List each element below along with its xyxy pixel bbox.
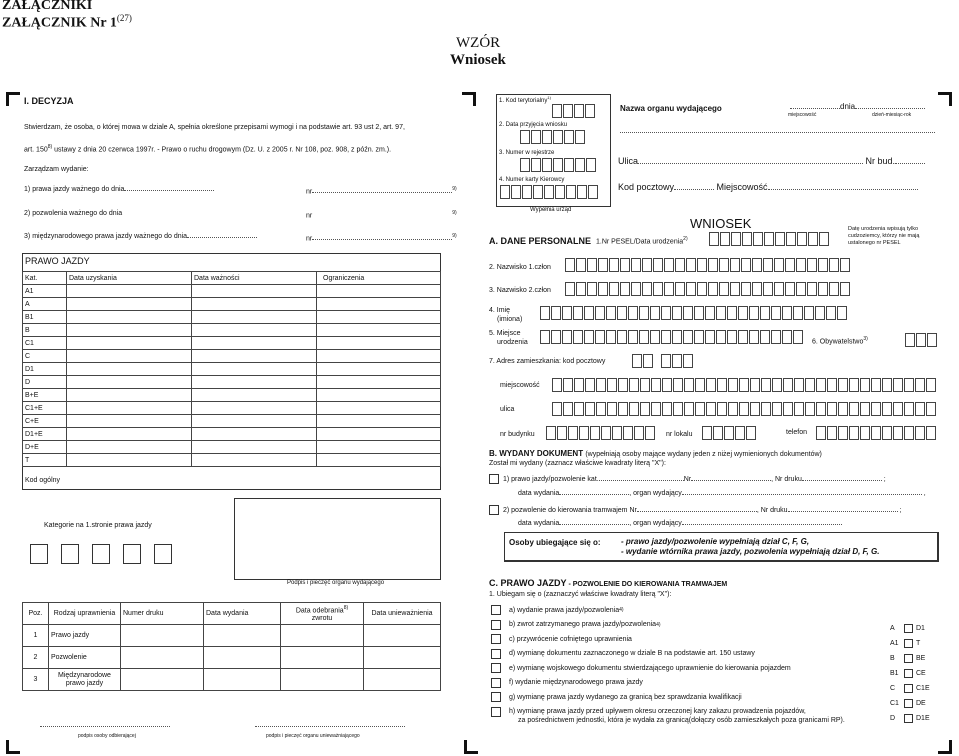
table-row (23, 376, 441, 389)
table-cell[interactable] (67, 441, 192, 454)
table-cell[interactable] (67, 337, 192, 350)
kod-ogolny-label: Kod ogólny (25, 477, 61, 484)
category-box[interactable] (30, 544, 48, 564)
table-row (23, 441, 441, 454)
c-option[interactable] (491, 603, 806, 618)
col-header: Rodzaj uprawnienia (49, 603, 121, 625)
col-header: Data ważności (192, 272, 317, 285)
col-header: Data unieważnienia (364, 603, 441, 625)
table-cell: 1 (23, 625, 49, 647)
wypelnia-label: Wypełnia urząd (530, 207, 572, 213)
pesel-label: 1.Nr PESEL/Data urodzenia$^{2)}$ (596, 236, 688, 246)
wniosek-title: WNIOSEK (690, 216, 752, 231)
table-cell[interactable] (317, 389, 441, 402)
table-row (23, 285, 441, 298)
code-label: 4. Numer karty Kierowcy (499, 177, 565, 183)
table-cell[interactable] (192, 376, 317, 389)
imie-cells[interactable] (540, 306, 848, 320)
wniosek-heading: Wniosek (450, 52, 506, 68)
imiona-label: (imiona) (497, 316, 523, 323)
kat-cell: D+E (23, 441, 67, 454)
table-cell[interactable] (192, 389, 317, 402)
code-label: 3. Numer w rejestrze (499, 150, 555, 156)
table-cell[interactable] (317, 415, 441, 428)
category-label: T (916, 640, 921, 647)
category-row (890, 681, 930, 696)
table-row (23, 324, 441, 337)
table-cell[interactable] (67, 363, 192, 376)
checkbox[interactable] (491, 678, 501, 688)
corner-mark-br (938, 740, 952, 754)
category-box[interactable] (123, 544, 141, 564)
table-cell[interactable] (317, 285, 441, 298)
table-cell[interactable] (67, 324, 192, 337)
table-cell[interactable] (317, 454, 441, 467)
table-row (23, 337, 441, 350)
checkbox[interactable] (491, 634, 501, 644)
table-cell[interactable] (317, 350, 441, 363)
checkbox[interactable] (491, 620, 501, 630)
table-cell[interactable] (67, 298, 192, 311)
table-row (23, 350, 441, 363)
decyzja-heading: I. DECYZJA (24, 96, 74, 106)
sig-left-label: podpis osoby odbierającej (78, 733, 136, 739)
table-cell[interactable] (317, 298, 441, 311)
kat-cell: D1+E (23, 428, 67, 441)
annex-number: ZAŁĄCZNIK Nr 1$^{(27)}$ (2, 13, 132, 31)
category-checkbox[interactable] (904, 684, 913, 693)
category-label: BE (916, 655, 926, 662)
category-label: D (890, 715, 896, 722)
pesel-cells[interactable] (709, 232, 830, 246)
code-label: 2. Data przyjęcia wniosku (499, 122, 568, 128)
osoby-line1: - prawo jazdy/pozwolenie wypełniają dział C, F, G, (621, 537, 810, 546)
corner-mark-tr (938, 92, 952, 106)
category-checkbox[interactable] (904, 669, 913, 678)
code-cells[interactable] (552, 104, 596, 118)
nr-budynku-label: nr budynku (500, 431, 535, 438)
table-cell[interactable] (317, 363, 441, 376)
decision-nr: nr $^{9)}$ (306, 210, 457, 220)
category-label: C (890, 685, 896, 692)
table-cell[interactable] (317, 441, 441, 454)
table-cell[interactable] (67, 285, 192, 298)
decision-item: 3) międzynarodowego prawa jazdy ważnego do dnia (24, 233, 257, 240)
organ-line (620, 132, 935, 133)
category-label: C1 (890, 700, 899, 707)
category-row (890, 636, 930, 651)
table-cell[interactable] (67, 350, 192, 363)
table-cell[interactable] (192, 350, 317, 363)
c-option-label: g) wymianę prawa jazdy wydanego za granicą bez sprawdzania kwalifikacji (509, 693, 742, 701)
h-cont: za pośrednictwem jednostki, która je wydała za granicą(dołączy osób zamieszkałych poza granicami RP). (518, 717, 845, 724)
sig-right-label: podpis i pieczęć organu unieważniającego (266, 733, 360, 739)
annex-title: ZAŁĄCZNIKI (2, 0, 93, 13)
table-cell[interactable] (67, 311, 192, 324)
category-label: D1E (916, 715, 930, 722)
telefon-cells[interactable] (816, 426, 937, 440)
category-box[interactable] (92, 544, 110, 564)
table-cell: Pozwolenie (49, 647, 121, 669)
kat-cell: B (23, 324, 67, 337)
table-cell[interactable] (317, 402, 441, 415)
c-option[interactable] (491, 632, 806, 647)
category-label: B1 (890, 670, 899, 677)
c-option-label: b) zwrot zatrzymanego prawa jazdy/pozwolenia (509, 621, 657, 629)
category-row (890, 621, 930, 636)
table-cell[interactable] (67, 415, 192, 428)
uprawnienia-table (22, 602, 441, 691)
col-header: Data wydania (204, 603, 281, 625)
organ-city-line: Kod pocztowy Miejscowość (618, 182, 918, 192)
table-cell[interactable] (192, 428, 317, 441)
table-row (23, 298, 441, 311)
col-header: Data odebrania$^{8)}$ zwrotu (281, 603, 364, 625)
table-cell[interactable] (192, 454, 317, 467)
signature-line-left (40, 726, 170, 727)
c-option-sup: 4) (619, 607, 624, 614)
osoby-label: Osoby ubiegające się o: (509, 538, 601, 547)
category-label: D1 (916, 625, 925, 632)
c-option[interactable] (491, 690, 806, 705)
kat-cell: C1 (23, 337, 67, 350)
table-cell[interactable] (364, 669, 441, 691)
kat-cell: D1 (23, 363, 67, 376)
dokument-heading: B. WYDANY DOKUMENT (wypełniają osoby mające wydany jeden z niżej wymienionych dokumentów) (489, 449, 822, 458)
stwierdzam-line1: Stwierdzam, że osoba, o której mowa w dziale A, spełnia określone przepisami wymogi i na podstawie art. 93 ust 2, art. 97, (24, 124, 405, 131)
c-option-sup: 4) (656, 621, 661, 628)
sekcja-c-options (491, 603, 806, 719)
kat-cell: B1 (23, 311, 67, 324)
category-box[interactable] (154, 544, 172, 564)
table-cell[interactable] (67, 389, 192, 402)
date-place-line: dnia (790, 102, 925, 111)
table-cell[interactable] (364, 647, 441, 669)
table-row (23, 402, 441, 415)
kat-cell: A (23, 298, 67, 311)
table-cell[interactable] (317, 337, 441, 350)
zarzadzam-label: Zarządzam wydanie: (24, 166, 89, 173)
c-option[interactable] (491, 676, 806, 691)
telefon-label: telefon (786, 429, 808, 436)
checkbox[interactable] (491, 663, 501, 673)
corner-mark-tl (6, 92, 20, 106)
category-row (890, 666, 930, 681)
corner-mark-bl (6, 740, 20, 754)
miejscowosc-label: miejscowość (500, 382, 540, 389)
adres-label: 7. Adres zamieszkania: kod pocztowy (489, 358, 606, 365)
kat-cell: C (23, 350, 67, 363)
table-cell[interactable] (67, 402, 192, 415)
table-cell[interactable] (317, 324, 441, 337)
table-cell[interactable] (317, 376, 441, 389)
table-cell[interactable] (204, 669, 281, 691)
pesel-note: Datę urodzenia wpisują tylko cudzoziemcy, którzy nie mają ustalonego nr PESEL (848, 226, 920, 246)
kat-cell: C1+E (23, 402, 67, 415)
table-cell[interactable] (192, 441, 317, 454)
col-header: Data uzyskania (67, 272, 192, 285)
table-cell[interactable] (204, 647, 281, 669)
category-row (890, 651, 930, 666)
col-header: Poz. (23, 603, 49, 625)
table-row (23, 428, 441, 441)
category-row (890, 711, 930, 726)
kategorie-boxes (30, 544, 172, 564)
corner-mark-mid (462, 92, 476, 106)
table-cell[interactable] (204, 625, 281, 647)
sekcja-c-heading: C. PRAWO JAZDY - POZWOLENIE DO KIEROWANIA TRAMWAJEM (489, 578, 728, 588)
miejsce-label: 5. Miejsce (489, 330, 521, 337)
table-cell[interactable] (192, 337, 317, 350)
table-row (23, 363, 441, 376)
checkbox[interactable] (491, 605, 501, 615)
signature-line-right (255, 726, 405, 727)
ulica-label: ulica (500, 406, 515, 413)
col-header: Ograniczenia (317, 272, 441, 285)
table-row (23, 389, 441, 402)
table-row (23, 415, 441, 428)
organ-address-line: Ulica Nr bud. (618, 156, 925, 166)
kod-cells[interactable] (632, 354, 694, 368)
col-header: Kat. (23, 272, 67, 285)
table-cell: 3 (23, 669, 49, 691)
code-label: 1. Kod terytorialny$^{1)}$ (499, 95, 551, 104)
imie-label: 4. Imię (489, 307, 511, 314)
table-cell[interactable] (192, 324, 317, 337)
code-cells[interactable] (500, 185, 599, 199)
kat-cell: A1 (23, 285, 67, 298)
prawo-jazdy-title: PRAWO JAZDY (25, 256, 90, 266)
stamp-box (234, 498, 441, 580)
category-label: B (890, 655, 895, 662)
nr-budynku-cells[interactable] (546, 426, 656, 440)
table-cell[interactable] (192, 363, 317, 376)
prawo-jazdy-table (22, 271, 441, 467)
nazwisko2-label: 3. Nazwisko 2.człon (489, 287, 551, 294)
table-cell[interactable] (121, 669, 204, 691)
nazwisko1-cells[interactable] (565, 258, 851, 272)
osoby-line2: - wydanie wtórnika prawa jazdy, pozwolenia wypełniają dział D, F, G. (621, 547, 880, 556)
kat-cell: C+E (23, 415, 67, 428)
stwierdzam-line2: art. 150$^{8)}$ ustawy z dnia 20 czerwca 1997r. - Prawo o ruchu drogowym (Dz. U. z 2005 r. Nr 108, poz. 908, z późn. zm.). (24, 144, 392, 154)
c-option-label: d) wymianę dokumentu zaznaczonego w dziale B na podstawie art. 150 ustawy (509, 650, 755, 658)
checkbox[interactable] (491, 707, 501, 717)
table-cell[interactable] (364, 625, 441, 647)
table-cell[interactable] (192, 298, 317, 311)
obywatelstwo-label: 6. Obywatelstwo$^{3)}$ (812, 336, 868, 346)
kat-cell: D (23, 376, 67, 389)
category-checkbox[interactable] (904, 624, 913, 633)
table-cell[interactable] (317, 428, 441, 441)
table-row (23, 311, 441, 324)
corner-mark-mid-bottom (464, 740, 478, 754)
category-checkbox[interactable] (904, 714, 913, 723)
table-row (23, 454, 441, 467)
col-header: Numer druku (121, 603, 204, 625)
category-label: CE (916, 670, 926, 677)
table-cell: Prawo jazdy (49, 625, 121, 647)
kat-cell: B+E (23, 389, 67, 402)
c-option[interactable] (491, 661, 806, 676)
dane-heading: A. DANE PERSONALNE (489, 236, 592, 246)
table-cell[interactable] (67, 454, 192, 467)
ulica-cells[interactable] (552, 402, 937, 416)
table-cell[interactable] (281, 669, 364, 691)
nazwisko2-cells[interactable] (565, 282, 851, 296)
category-checkbox[interactable] (904, 639, 913, 648)
decision-item: 2) pozwolenia ważnego do dnia (24, 210, 123, 217)
decision-nr: nr $^{9)}$ (306, 233, 457, 243)
nazwa-organu-label: Nazwa organu wydającego (620, 104, 722, 113)
table-cell[interactable] (192, 415, 317, 428)
wzor-label: WZÓR (456, 35, 501, 51)
checkbox[interactable] (491, 692, 501, 702)
nr-lokalu-cells[interactable] (702, 426, 757, 440)
category-label: DE (916, 700, 926, 707)
zostal-label: Został mi wydany (zaznacz właściwe kwadraty literą "X"): (489, 460, 666, 467)
code-cells[interactable] (520, 130, 586, 144)
dokument-opt1-details: data wydania , organ wydający , (518, 490, 926, 497)
c-option-label: c) przywrócenie cofniętego uprawnienia (509, 635, 632, 643)
podpis-organu-label: Podpis i pieczęć organu wydającego (287, 580, 385, 586)
urodzenia-label: urodzenia (497, 339, 528, 346)
category-label: A1 (890, 640, 899, 647)
table-cell: 2 (23, 647, 49, 669)
category-label: A (890, 625, 895, 632)
dokument-opt1[interactable]: 1) prawo jazdy/pozwolenie kat. Nr , Nr druku ; (489, 474, 886, 484)
checkbox[interactable] (491, 649, 501, 659)
category-grid (890, 621, 930, 726)
category-checkbox[interactable] (904, 654, 913, 663)
kat-cell: T (23, 454, 67, 467)
c-option[interactable] (491, 618, 806, 633)
category-label: C1E (916, 685, 930, 692)
table-cell[interactable] (67, 428, 192, 441)
table-cell[interactable] (317, 311, 441, 324)
table-cell[interactable] (192, 311, 317, 324)
decision-item: 1) prawa jazdy ważnego do dnia (24, 186, 214, 193)
miejscowosc-small: miejscowość (788, 112, 817, 118)
dokument-opt2[interactable]: 2) pozwolenie do kierowania tramwajem Nr , Nr druku ; (489, 505, 901, 515)
category-checkbox[interactable] (904, 699, 913, 708)
table-cell[interactable] (67, 376, 192, 389)
ubiegam-label: 1. Ubiegam się o (zaznaczyć właściwe kwadraty literą "X"): (489, 591, 672, 598)
c-option[interactable] (491, 647, 806, 662)
dokument-opt2-details: data wydania , organ wydający (518, 520, 842, 527)
c-option-label: f) wydanie międzynarodowego prawa jazdy (509, 679, 643, 687)
dzien-label: dzień-miesiąc-rok (872, 112, 912, 118)
category-row (890, 696, 930, 711)
obywatelstwo-cells[interactable] (905, 333, 938, 347)
kategorie-label: Kategorie na 1.stronie prawa jazdy (44, 522, 152, 529)
nr-lokalu-label: nr lokalu (666, 431, 693, 438)
table-cell[interactable] (281, 625, 364, 647)
decision-nr: nr $^{9)}$ (306, 186, 457, 196)
table-cell[interactable] (192, 402, 317, 415)
miejscowosc-cells[interactable] (552, 378, 937, 392)
category-box[interactable] (61, 544, 79, 564)
code-cells[interactable] (520, 158, 597, 172)
table-cell[interactable] (121, 647, 204, 669)
c-option-label: h) wymianę prawa jazdy przed upływem okresu orzeczonej kary zakazu prowadzenia pojazdów, (509, 708, 806, 716)
nazwisko1-label: 2. Nazwisko 1.człon (489, 264, 551, 271)
c-option-label: e) wymianę wojskowego dokumentu stwierdzającego uprawnienie do kierowania pojazdem (509, 664, 791, 672)
c-option-label: a) wydanie prawa jazdy/pozwolenia (509, 606, 620, 614)
table-cell[interactable] (281, 647, 364, 669)
table-cell[interactable] (192, 285, 317, 298)
miejsce-cells[interactable] (540, 330, 804, 344)
table-cell[interactable] (121, 625, 204, 647)
table-cell: Międzynarodowe prawo jazdy (49, 669, 121, 691)
